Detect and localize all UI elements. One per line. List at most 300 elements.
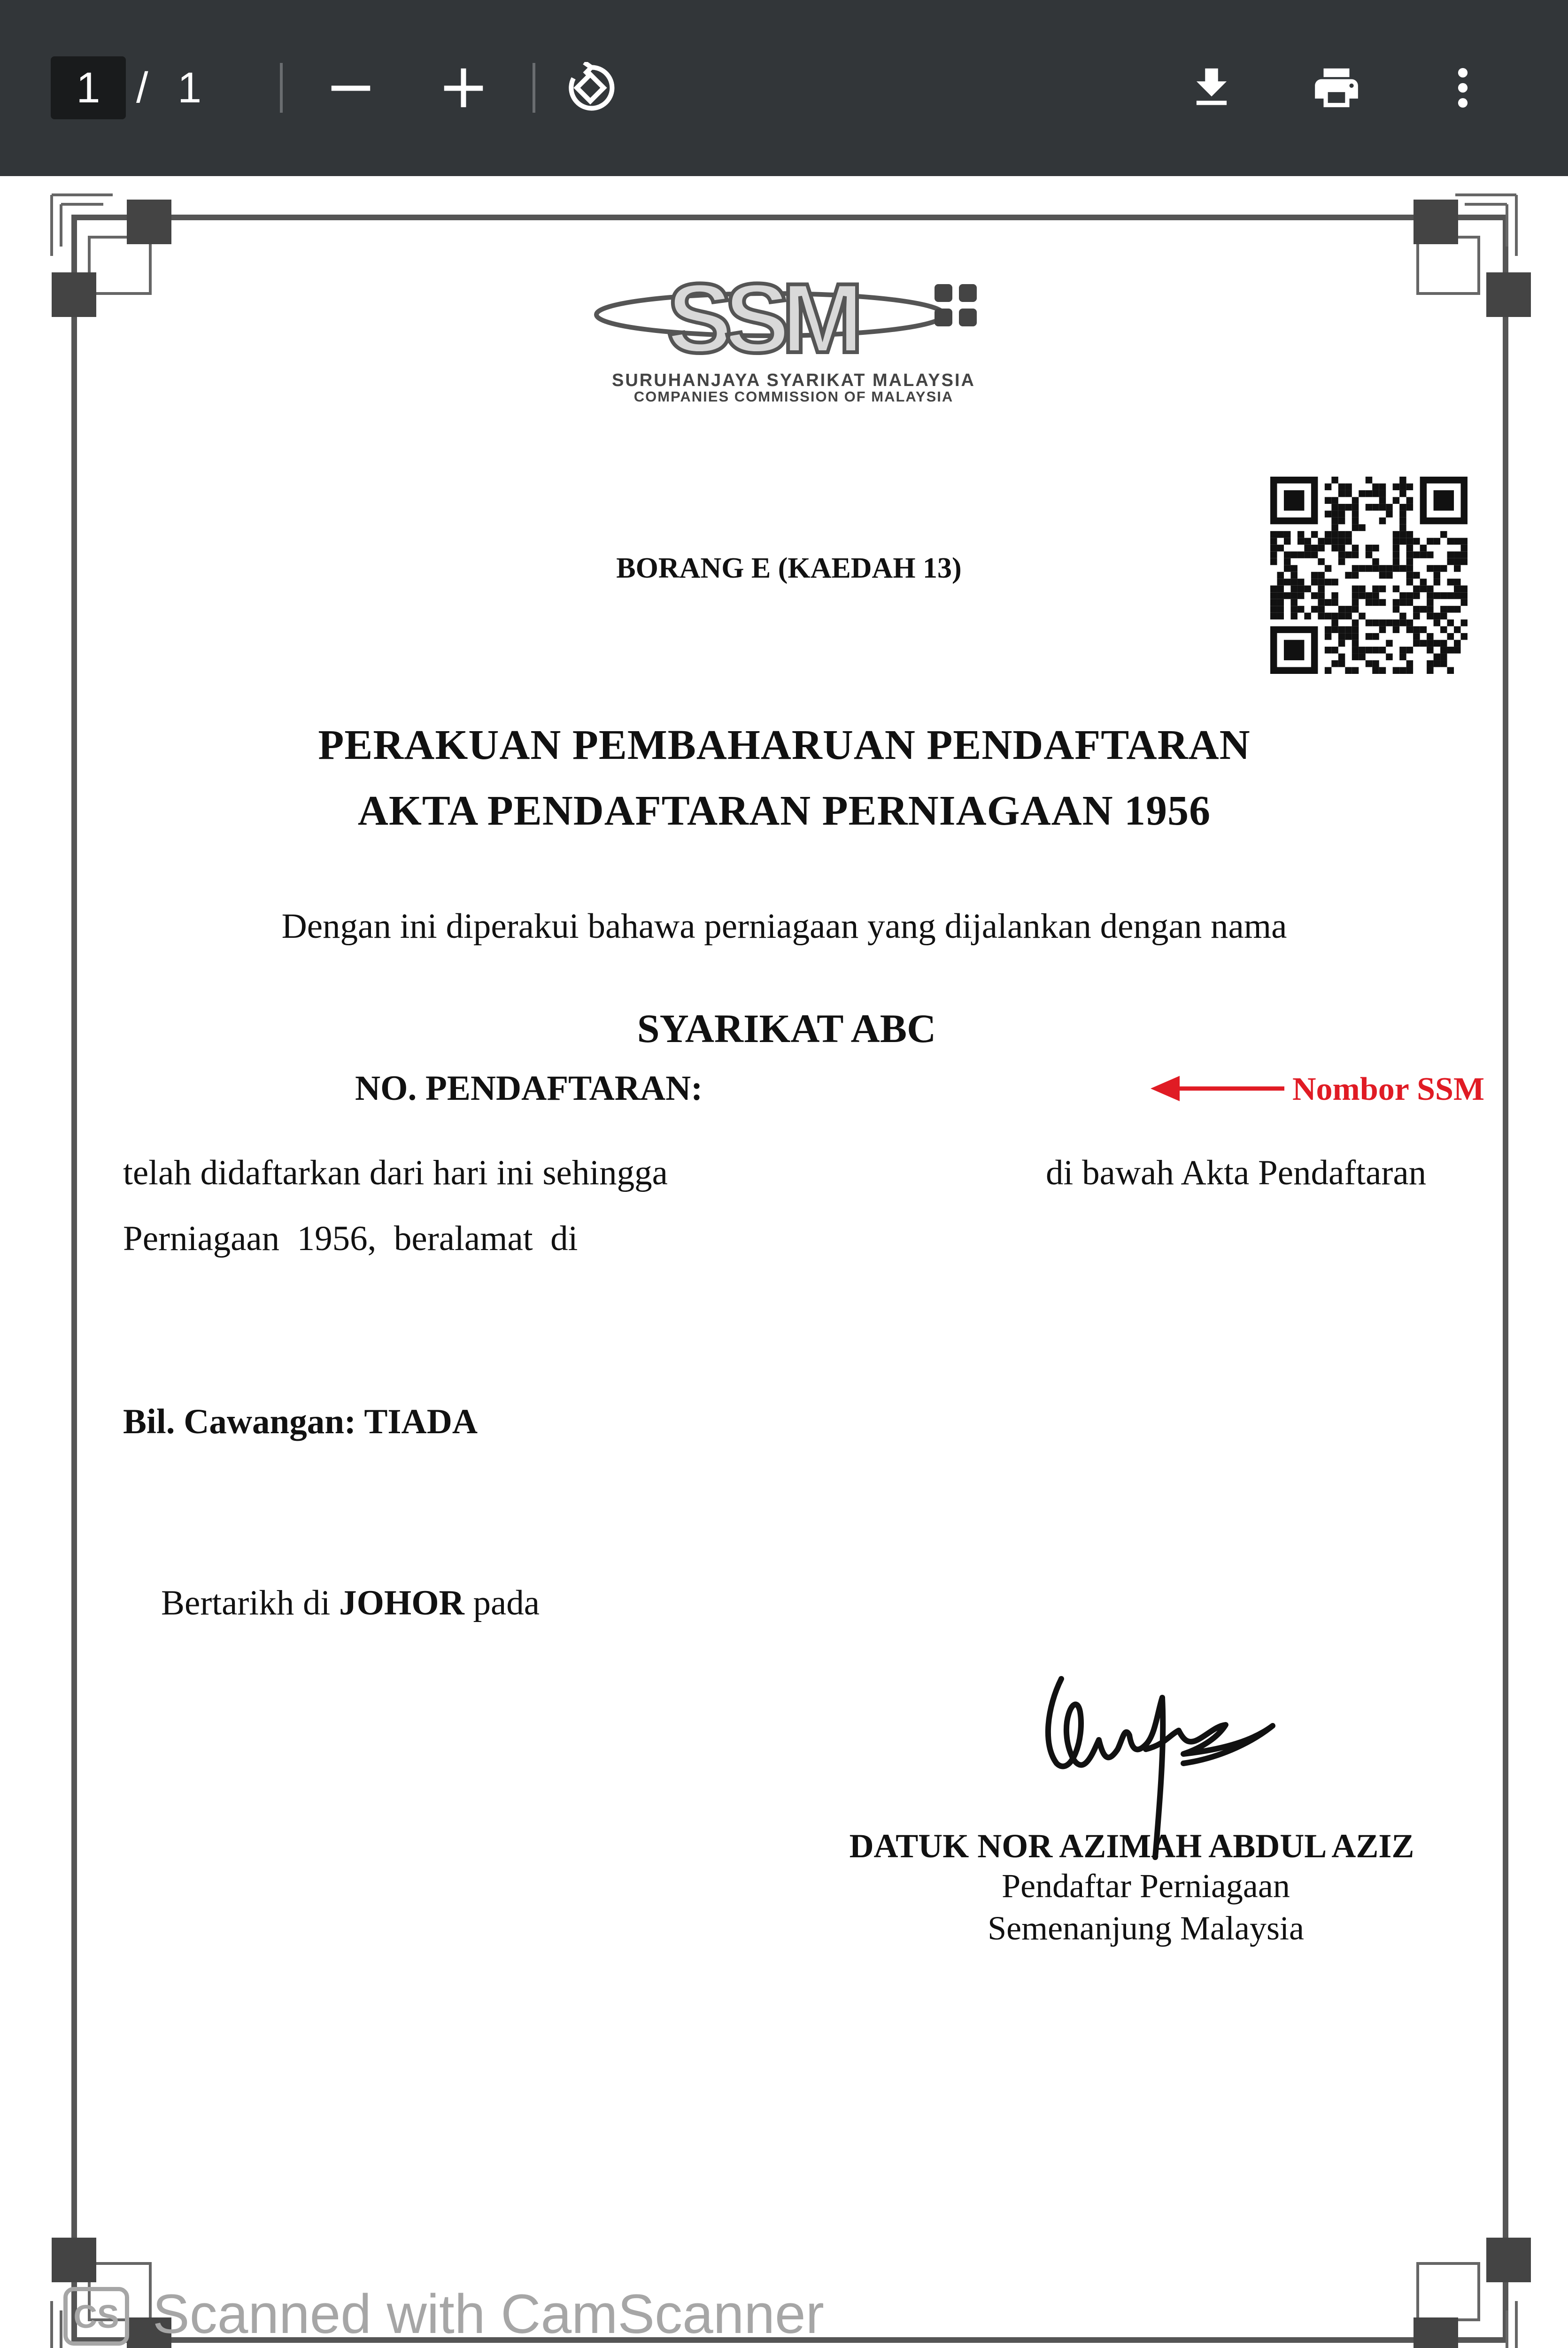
qr-module: [1366, 477, 1372, 483]
qr-module: [1270, 538, 1277, 544]
qr-module: [1427, 633, 1433, 640]
qr-module: [1338, 633, 1345, 640]
qr-module: [1406, 660, 1413, 667]
qr-module: [1372, 619, 1379, 626]
qr-module: [1393, 538, 1399, 544]
qr-module: [1366, 551, 1372, 558]
qr-module: [1290, 599, 1297, 606]
qr-module: [1338, 606, 1345, 612]
qr-module: [1338, 538, 1345, 544]
qr-module: [1440, 613, 1447, 619]
qr-module: [1440, 660, 1447, 667]
qr-module: [1345, 626, 1352, 633]
qr-module: [1413, 572, 1420, 579]
qr-module: [1427, 551, 1433, 558]
qr-module: [1345, 538, 1352, 544]
qr-module: [1427, 599, 1433, 606]
qr-code: [1270, 477, 1468, 674]
qr-module: [1311, 572, 1318, 579]
qr-module: [1372, 586, 1379, 592]
qr-module: [1406, 572, 1413, 579]
qr-module: [1277, 572, 1283, 579]
qr-module: [1325, 579, 1331, 585]
qr-module: [1427, 613, 1433, 619]
qr-module: [1454, 640, 1460, 647]
registered-text-left: telah didaftarkan dari hari ini sehingga: [123, 1153, 668, 1192]
qr-module: [1434, 640, 1440, 647]
qr-module: [1325, 633, 1331, 640]
qr-module: [1277, 586, 1283, 592]
qr-module: [1352, 551, 1359, 558]
qr-module: [1399, 599, 1406, 606]
qr-module: [1393, 565, 1399, 572]
qr-module: [1345, 667, 1352, 674]
dated-place: JOHOR: [339, 1583, 464, 1622]
ssm-logo-icon: [592, 270, 996, 373]
qr-module: [1352, 517, 1359, 524]
svg-text:SSM: SSM: [667, 270, 856, 373]
qr-module: [1440, 592, 1447, 599]
qr-module: [1393, 626, 1399, 633]
more-options-button[interactable]: [1428, 53, 1498, 123]
qr-module: [1454, 586, 1460, 592]
qr-module: [1420, 586, 1427, 592]
qr-module: [1331, 660, 1338, 667]
qr-module: [1461, 633, 1468, 640]
qr-module: [1420, 626, 1427, 633]
qr-module: [1406, 545, 1413, 551]
qr-module: [1311, 551, 1318, 558]
qr-module: [1454, 558, 1460, 565]
qr-module: [1352, 586, 1359, 592]
qr-module: [1420, 606, 1427, 612]
qr-module: [1427, 640, 1433, 647]
qr-module: [1434, 565, 1440, 572]
qr-module: [1277, 579, 1283, 585]
qr-module: [1270, 545, 1277, 551]
qr-module: [1284, 531, 1290, 538]
qr-module: [1290, 572, 1297, 579]
qr-module: [1304, 551, 1311, 558]
qr-module: [1318, 545, 1324, 551]
qr-module: [1290, 586, 1297, 592]
qr-module: [1372, 667, 1379, 674]
qr-module: [1338, 510, 1345, 517]
registration-label: NO. PENDAFTARAN:: [355, 1069, 703, 1108]
qr-module: [1318, 599, 1324, 606]
certificate-title-line1: PERAKUAN PEMBAHARUAN PENDAFTARAN: [318, 722, 1251, 768]
qr-module: [1270, 586, 1277, 592]
qr-module: [1311, 531, 1318, 538]
qr-module: [1399, 565, 1406, 572]
qr-module: [1325, 538, 1331, 544]
qr-module: [1318, 558, 1324, 565]
branch-count: Bil. Cawangan: TIADA: [123, 1402, 478, 1441]
qr-module: [1338, 626, 1345, 633]
document-page: [0, 176, 1568, 2348]
qr-module: [1413, 586, 1420, 592]
pdf-toolbar: [0, 0, 1568, 176]
qr-module: [1406, 538, 1413, 544]
qr-module: [1338, 660, 1345, 667]
qr-module: [1393, 586, 1399, 592]
qr-module: [1413, 613, 1420, 619]
qr-module: [1366, 660, 1372, 667]
qr-module: [1338, 551, 1345, 558]
qr-module: [1393, 551, 1399, 558]
qr-module: [1270, 599, 1277, 606]
qr-module: [1331, 599, 1338, 606]
qr-module: [1379, 490, 1386, 497]
qr-module: [1366, 619, 1372, 626]
qr-module: [1413, 633, 1420, 640]
qr-module: [1338, 531, 1345, 538]
qr-module: [1454, 579, 1460, 585]
qr-module: [1331, 504, 1338, 510]
qr-module: [1393, 619, 1399, 626]
qr-module: [1393, 558, 1399, 565]
qr-module: [1290, 551, 1297, 558]
logo-line2: COMPANIES COMMISSION OF MALAYSIA: [633, 388, 954, 405]
qr-module: [1352, 572, 1359, 579]
qr-module: [1352, 565, 1359, 572]
qr-module: [1379, 626, 1386, 633]
qr-module: [1372, 647, 1379, 653]
qr-module: [1461, 592, 1468, 599]
qr-module: [1399, 647, 1406, 653]
qr-module: [1393, 497, 1399, 503]
qr-module: [1399, 531, 1406, 538]
qr-module: [1379, 517, 1386, 524]
qr-module: [1331, 497, 1338, 503]
qr-module: [1325, 613, 1331, 619]
qr-module: [1372, 660, 1379, 667]
qr-module: [1284, 565, 1290, 572]
qr-module: [1447, 592, 1454, 599]
qr-module: [1461, 545, 1468, 551]
qr-module: [1454, 647, 1460, 653]
qr-module: [1331, 626, 1338, 633]
qr-module: [1379, 599, 1386, 606]
qr-module: [1331, 592, 1338, 599]
qr-module: [1345, 531, 1352, 538]
qr-module: [1379, 619, 1386, 626]
qr-module: [1427, 586, 1433, 592]
address-line: Perniagaan 1956, beralamat di: [123, 1219, 578, 1258]
qr-module: [1270, 531, 1277, 538]
qr-module: [1372, 633, 1379, 640]
qr-module: [1338, 483, 1345, 490]
qr-module: [1434, 660, 1440, 667]
qr-module: [1318, 613, 1324, 619]
qr-module: [1352, 667, 1359, 674]
intro-text: Dengan ini diperakui bahawa perniagaan yang dijalankan dengan nama: [281, 907, 1287, 946]
qr-module: [1298, 586, 1304, 592]
qr-module: [1352, 599, 1359, 606]
print-icon: [1311, 62, 1362, 114]
qr-module: [1447, 558, 1454, 565]
qr-module: [1427, 667, 1433, 674]
qr-module: [1393, 483, 1399, 490]
registered-text-right: di bawah Akta Pendaftaran: [1046, 1153, 1427, 1192]
qr-module: [1427, 538, 1433, 544]
qr-module: [1379, 647, 1386, 653]
qr-module: [1366, 504, 1372, 510]
qr-module: [1345, 483, 1352, 490]
qr-module: [1434, 613, 1440, 619]
qr-module: [1325, 667, 1331, 674]
signatory-name: DATUK NOR AZIMAH ABDUL AZIZ: [849, 1827, 1414, 1865]
qr-module: [1461, 586, 1468, 592]
qr-module: [1338, 558, 1345, 565]
qr-module: [1399, 490, 1406, 497]
toolbar-divider: [533, 63, 535, 113]
qr-module: [1434, 579, 1440, 585]
qr-module: [1304, 613, 1311, 619]
zoom-out-icon: [325, 62, 377, 114]
qr-module: [1298, 606, 1304, 612]
qr-module: [1440, 606, 1447, 612]
qr-module: [1427, 565, 1433, 572]
qr-module: [1318, 586, 1324, 592]
qr-module: [1461, 599, 1468, 606]
qr-module: [1298, 531, 1304, 538]
qr-module: [1325, 497, 1331, 503]
qr-module: [1352, 633, 1359, 640]
qr-module: [1338, 504, 1345, 510]
dated-suffix: pada: [464, 1583, 540, 1622]
qr-module: [1325, 626, 1331, 633]
qr-module: [1406, 579, 1413, 585]
qr-module: [1325, 483, 1331, 490]
qr-module: [1311, 606, 1318, 612]
qr-module: [1318, 538, 1324, 544]
qr-module: [1352, 619, 1359, 626]
qr-module: [1345, 504, 1352, 510]
qr-module: [1298, 538, 1304, 544]
qr-module: [1298, 579, 1304, 585]
qr-module: [1277, 592, 1283, 599]
qr-module: [1440, 531, 1447, 538]
qr-module: [1352, 545, 1359, 551]
qr-module: [1331, 510, 1338, 517]
qr-module: [1372, 565, 1379, 572]
qr-module: [1366, 565, 1372, 572]
qr-module: [1372, 490, 1379, 497]
qr-module: [1379, 565, 1386, 572]
form-code: BORANG E (KAEDAH 13): [616, 552, 962, 584]
qr-module: [1338, 613, 1345, 619]
qr-module: [1338, 545, 1345, 551]
zoom-out-button[interactable]: [316, 53, 386, 123]
camscanner-logo: CS: [63, 2287, 129, 2346]
qr-module: [1406, 626, 1413, 633]
qr-module: [1359, 654, 1365, 660]
qr-module: [1372, 483, 1379, 490]
qr-module: [1427, 660, 1433, 667]
qr-module: [1366, 647, 1372, 653]
qr-module: [1277, 545, 1283, 551]
qr-module: [1399, 477, 1406, 483]
zoom-in-button[interactable]: [428, 53, 499, 123]
qr-finder: [1284, 490, 1304, 510]
qr-module: [1406, 592, 1413, 599]
qr-module: [1352, 626, 1359, 633]
qr-module: [1331, 579, 1338, 585]
qr-module: [1399, 510, 1406, 517]
qr-finder: [1434, 490, 1454, 510]
qr-module: [1325, 531, 1331, 538]
qr-module: [1440, 640, 1447, 647]
qr-module: [1427, 592, 1433, 599]
dated-line: [126, 1543, 540, 1664]
qr-module: [1270, 606, 1277, 612]
qr-module: [1434, 592, 1440, 599]
more-vert-icon: [1437, 62, 1489, 114]
qr-module: [1318, 572, 1324, 579]
qr-module: [1413, 640, 1420, 647]
qr-module: [1325, 647, 1331, 653]
qr-module: [1304, 538, 1311, 544]
qr-module: [1406, 599, 1413, 606]
qr-module: [1434, 619, 1440, 626]
qr-module: [1338, 517, 1345, 524]
download-button[interactable]: [1176, 53, 1247, 123]
qr-module: [1420, 545, 1427, 551]
qr-module: [1427, 647, 1433, 653]
dated-prefix: Bertarikh di: [161, 1583, 340, 1622]
qr-module: [1399, 667, 1406, 674]
qr-module: [1447, 633, 1454, 640]
qr-module: [1406, 565, 1413, 572]
qr-module: [1270, 558, 1277, 565]
qr-module: [1393, 545, 1399, 551]
page-separator: /: [136, 64, 148, 112]
qr-module: [1386, 504, 1392, 510]
qr-module: [1345, 633, 1352, 640]
qr-module: [1331, 613, 1338, 619]
qr-module: [1290, 565, 1297, 572]
qr-module: [1399, 654, 1406, 660]
qr-module: [1331, 531, 1338, 538]
zoom-in-icon: [438, 62, 489, 114]
qr-module: [1304, 545, 1311, 551]
qr-module: [1345, 490, 1352, 497]
qr-module: [1338, 490, 1345, 497]
qr-module: [1440, 565, 1447, 572]
qr-module: [1331, 477, 1338, 483]
qr-module: [1386, 654, 1392, 660]
qr-module: [1290, 579, 1297, 585]
qr-module: [1461, 558, 1468, 565]
qr-module: [1359, 490, 1365, 497]
qr-module: [1338, 640, 1345, 647]
qr-module: [1461, 538, 1468, 544]
qr-module: [1406, 647, 1413, 653]
qr-module: [1325, 599, 1331, 606]
qr-module: [1406, 667, 1413, 674]
qr-module: [1379, 586, 1386, 592]
arrow-left-icon: [1151, 1072, 1287, 1105]
qr-module: [1440, 647, 1447, 653]
qr-module: [1290, 592, 1297, 599]
qr-module: [1331, 647, 1338, 653]
qr-module: [1399, 619, 1406, 626]
qr-module: [1318, 592, 1324, 599]
qr-module: [1447, 538, 1454, 544]
qr-module: [1318, 606, 1324, 612]
qr-module: [1393, 531, 1399, 538]
page-number-input[interactable]: 1: [51, 56, 126, 119]
qr-module: [1298, 592, 1304, 599]
qr-module: [1406, 497, 1413, 503]
qr-module: [1331, 538, 1338, 544]
qr-module: [1440, 654, 1447, 660]
rotate-button[interactable]: [555, 53, 626, 123]
business-name: SYARIKAT ABC: [637, 1006, 936, 1051]
qr-module: [1290, 613, 1297, 619]
qr-module: [1413, 551, 1420, 558]
qr-module: [1372, 558, 1379, 565]
qr-module: [1399, 592, 1406, 599]
qr-module: [1454, 592, 1460, 599]
qr-module: [1399, 538, 1406, 544]
qr-module: [1461, 551, 1468, 558]
qr-module: [1393, 599, 1399, 606]
qr-module: [1352, 640, 1359, 647]
qr-module: [1345, 606, 1352, 612]
qr-module: [1270, 613, 1277, 619]
qr-module: [1406, 504, 1413, 510]
annotation-label: Nombor SSM: [1292, 1071, 1485, 1107]
qr-module: [1372, 592, 1379, 599]
qr-module: [1345, 551, 1352, 558]
qr-module: [1352, 510, 1359, 517]
qr-module: [1359, 565, 1365, 572]
watermark-text: Scanned with CamScanner: [153, 2283, 824, 2345]
qr-module: [1379, 497, 1386, 503]
qr-module: [1434, 654, 1440, 660]
qr-module: [1318, 579, 1324, 585]
qr-module: [1345, 613, 1352, 619]
qr-module: [1406, 619, 1413, 626]
qr-module: [1379, 483, 1386, 490]
qr-module: [1454, 626, 1460, 633]
qr-module: [1447, 667, 1454, 674]
qr-module: [1399, 517, 1406, 524]
qr-module: [1331, 524, 1338, 531]
qr-module: [1454, 538, 1460, 544]
qr-module: [1366, 633, 1372, 640]
qr-module: [1386, 572, 1392, 579]
qr-module: [1440, 626, 1447, 633]
qr-module: [1366, 599, 1372, 606]
qr-module: [1284, 579, 1290, 585]
print-button[interactable]: [1301, 53, 1372, 123]
rotate-icon: [564, 62, 616, 114]
qr-module: [1331, 545, 1338, 551]
qr-module: [1338, 654, 1345, 660]
qr-module: [1386, 565, 1392, 572]
qr-module: [1284, 592, 1290, 599]
qr-module: [1284, 558, 1290, 565]
qr-module: [1399, 504, 1406, 510]
qr-module: [1352, 497, 1359, 503]
qr-module: [1270, 592, 1277, 599]
qr-module: [1399, 483, 1406, 490]
logo-line1: SURUHANJAYA SYARIKAT MALAYSIA: [612, 371, 975, 390]
qr-module: [1399, 524, 1406, 531]
